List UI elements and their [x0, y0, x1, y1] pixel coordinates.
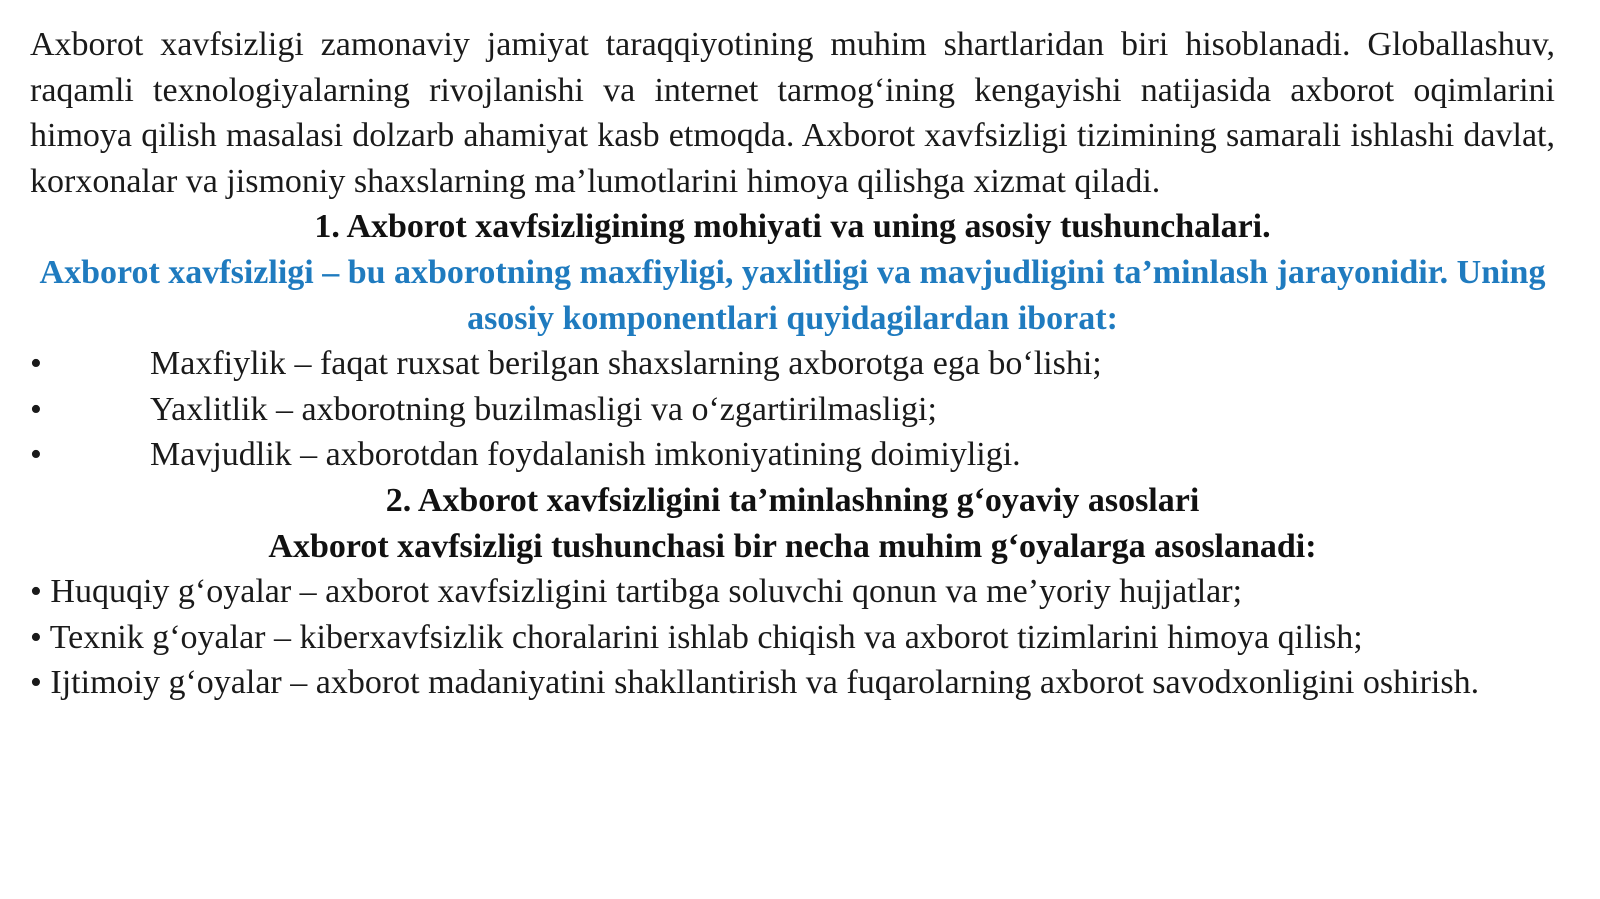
slide-content	[30, 22, 1555, 706]
section-2-subheading: Axborot xavfsizligi tushunchasi bir necha muhim g‘oyalarga asoslanadi:	[268, 527, 1317, 565]
bullet-icon: •	[30, 436, 42, 474]
list-item-legal-ideas: • Huquqiy g‘oyalar – axborot xavfsizligini tartibga soluvchi qonun va me’yoriy hujjatlar;	[30, 573, 1243, 611]
list-item-integrity	[30, 387, 1555, 433]
list-item-text: Maxfiylik – faqat ruxsat berilgan shaxslarning axborotga ega bo‘lishi;	[150, 345, 1102, 383]
bullet-icon: •	[30, 345, 42, 383]
list-item-technical-ideas: • Texnik g‘oyalar – kiberxavfsizlik choralarini ishlab chiqish va axborot tizimlarini himoya qilish;	[30, 618, 1363, 656]
bullet-icon: •	[30, 390, 42, 428]
list-item-text: Yaxlitlik – axborotning buzilmasligi va o‘zgartirilmasligi;	[150, 390, 937, 428]
section-1-heading: 1. Axborot xavfsizligining mohiyati va uning asosiy tushunchalari.	[314, 208, 1271, 246]
definition-text: Axborot xavfsizligi – bu axborotning maxfiyligi, yaxlitligi va mavjudligini ta’minlash jarayonidir. Uning asosiy komponentlari quyidagilardan iborat:	[39, 253, 1546, 337]
list-item-availability	[30, 432, 1555, 478]
list-item-text: Mavjudlik – axborotdan foydalanish imkoniyatining doimiyligi.	[150, 436, 1021, 474]
intro-paragraph: Axborot xavfsizligi zamonaviy jamiyat taraqqiyotining muhim shartlaridan biri hisoblanadi. Globallashuv, raqamli texnologiyalarning rivojlanishi va internet tarmog‘ining kengayishi natijasida axborot oqimlarini himoya qilish masalasi dolzarb ahamiyat kasb etmoqda. Axborot xavfsizligi tizimining samarali ishlashi davlat, korxonalar va jismoniy shaxslarning ma’lumotlarini himoya qilishga xizmat qiladi.	[30, 26, 1555, 200]
section-2-heading: 2. Axborot xavfsizligini ta’minlashning g‘oyaviy asoslari	[385, 481, 1200, 519]
list-item-social-ideas: • Ijtimoiy g‘oyalar – axborot madaniyatini shakllantirish va fuqarolarning axborot savodxonligini oshirish.	[30, 664, 1480, 702]
list-item-confidentiality	[30, 341, 1555, 387]
